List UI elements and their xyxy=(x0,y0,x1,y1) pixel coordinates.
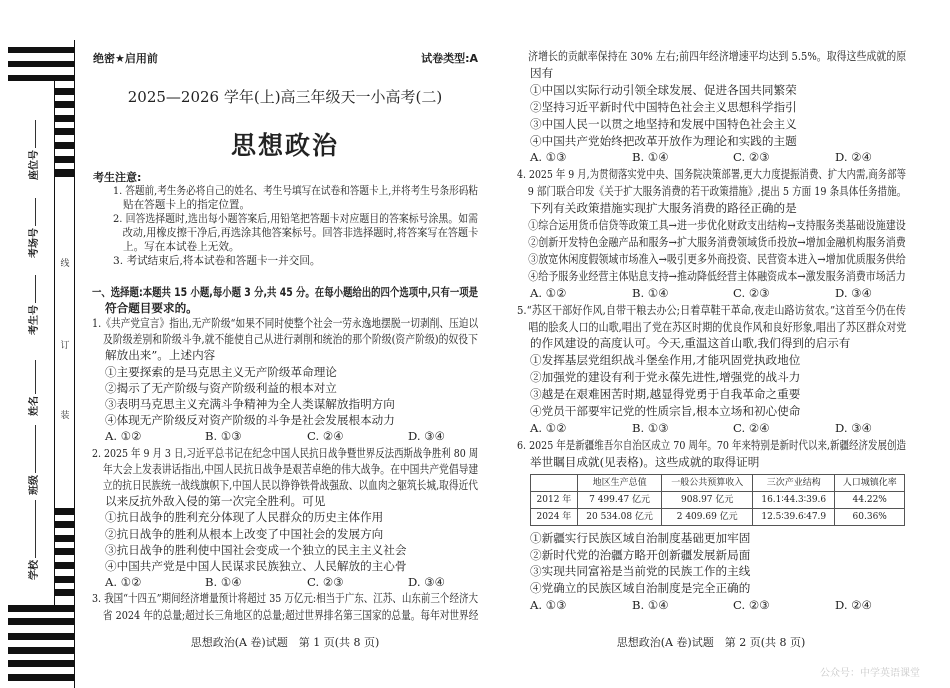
choice-statement: ④体现无产阶级反对资产阶级的斗争是社会发展根本动力 xyxy=(105,413,395,428)
answer-option[interactable]: B. ①④ xyxy=(205,575,242,590)
question-stem-line: 2. 2025 年 9 月 3 日,习近平总书记在纪念中国人民抗日战争暨世界反法西斯战争胜利 80 周 xyxy=(92,445,479,460)
blank-line xyxy=(35,275,36,303)
table-header-cell: 地区生产总值 xyxy=(577,474,661,491)
choice-statement: ①综合运用货币信贷等政策工具→进一步优化财政支出结构→支持服务类基础设施建设 xyxy=(528,218,906,233)
choice-statement: ③抗日战争的胜利使中国社会变成一个独立的民主主义社会 xyxy=(105,542,407,557)
answer-option[interactable]: D. ③④ xyxy=(408,429,446,444)
section-heading-line: 符合题目要求的。 xyxy=(105,301,198,315)
question-item xyxy=(517,437,906,614)
notice-line: 改动,用橡皮擦干净后,再选涂其他答案标号。回答非选择题时,将答案写在答题卡 xyxy=(122,227,479,239)
answer-option[interactable]: A. ①③ xyxy=(530,598,567,613)
answer-option[interactable]: C. ②③ xyxy=(733,285,770,300)
question-stem-line: 1.《共产党宣言》指出,无产阶级“如果不同时使整个社会一劳永逸地摆脱一切剥削、压迫以 xyxy=(92,316,479,330)
notice-line: 上。写在本试卷上无效。 xyxy=(123,241,240,253)
binding-bar xyxy=(55,548,75,555)
subject-title: 思想政治 xyxy=(230,131,339,160)
table-cell: 60.36% xyxy=(835,508,905,525)
answer-option[interactable]: D. ③④ xyxy=(408,575,446,590)
answer-option[interactable]: C. ②③ xyxy=(307,575,344,590)
question-stem-line: 济增长的贡献率保持在 30% 左右;前四年经济增速平均达到 5.5%。取得这些成就的原 xyxy=(528,49,907,63)
answer-option[interactable]: D. ③④ xyxy=(835,285,873,300)
binding-bar xyxy=(8,647,75,654)
notice-line: 3. 考试结束后,将本试卷和答题卡一并交回。 xyxy=(113,255,321,267)
answer-options xyxy=(92,428,478,444)
question-item xyxy=(517,48,906,166)
question-stem-line: 3. 我国“十四五”期间经济增量预计将超过 35 万亿元:相当于广东、江苏、山东前三个经济大 xyxy=(92,591,479,606)
question-item xyxy=(517,302,906,437)
school-label: 学校 xyxy=(29,560,40,580)
answer-option[interactable]: A. ①② xyxy=(105,575,142,590)
choice-statement: ②新时代党的治疆方略开创新疆发展新局面 xyxy=(530,547,751,562)
binding-bar xyxy=(8,75,75,81)
answer-option[interactable]: B. ①④ xyxy=(632,150,669,165)
table-header-cell: 人口城镇化率 xyxy=(835,474,905,491)
notice-heading: 考生注意: xyxy=(93,171,142,184)
question-stem-line: 年大会上发表讲话指出,中国人民抗日战争是艰苦卓绝的伟大战争。在中国共产党倡导建 xyxy=(102,461,479,476)
binding-bar xyxy=(8,633,75,640)
blank-line xyxy=(35,120,36,148)
answer-option[interactable]: D. ③④ xyxy=(835,420,873,435)
blank-line xyxy=(35,425,36,473)
choice-statement: ②坚持习近平新时代中国特色社会主义思想科学指引 xyxy=(530,99,797,114)
exam-room-label: 考场号 xyxy=(29,228,40,258)
question-item xyxy=(517,166,906,301)
binding-bar xyxy=(55,101,75,108)
binding-mark-line: 线 xyxy=(60,259,70,269)
question-stem-line: 下列有关政策措施实现扩大服务消费的路径正确的是 xyxy=(530,201,797,216)
answer-option[interactable]: A. ①② xyxy=(105,429,142,444)
binding-bar xyxy=(8,674,75,681)
answer-options xyxy=(517,420,906,437)
answer-option[interactable]: B. ①③ xyxy=(632,420,669,435)
question-item xyxy=(92,590,478,622)
choice-statement: ②加强党的建设有利于党永葆先进性,增强党的战斗力 xyxy=(530,370,801,385)
binding-bar xyxy=(55,589,75,596)
answer-option[interactable]: B. ①③ xyxy=(205,429,242,444)
table-header-row xyxy=(531,474,905,491)
choice-statement: ④给予服务业经营主体贴息支持→推动降低经营主体融资成本→激发服务消费市场活力 xyxy=(528,268,906,283)
question-stem-line: 4. 2025 年 9 月,为贯彻落实党中央、国务院决策部署,更大力度提振消费、扩大内需,商务部等 xyxy=(517,167,906,182)
choice-statement: ③实现共同富裕是当前党的民族工作的主线 xyxy=(530,564,751,579)
table-cell: 44.22% xyxy=(835,491,905,508)
answer-option[interactable]: A. ①② xyxy=(530,420,567,435)
question-stem-line: 9 部门联合印发《关于扩大服务消费的若干政策措施》,提出 5 方面 19 条具体任务措施。 xyxy=(527,184,907,199)
answer-option[interactable]: A. ①② xyxy=(530,285,567,300)
question-stem-line: 立的抗日民族统一战线旗帜下,中国人民以铮铮铁骨战强敌、以血肉之躯筑长城,取得近代 xyxy=(102,478,478,493)
name-field[interactable] xyxy=(29,360,41,416)
binding-bar xyxy=(55,169,75,176)
choice-statement: ①抗日战争的胜利充分体现了人民群众的历史主体作用 xyxy=(105,510,384,525)
binding-bar xyxy=(8,660,75,667)
question-stem-line: 5.“苏区干部好作风,自带干粮去办公;日着草鞋干革命,夜走山路访贫农。”这首至今仍在传 xyxy=(517,302,906,317)
choice-statement: ①新疆实行民族区域自治制度基础更加牢固 xyxy=(530,530,751,545)
choice-statement: ③中国人民一以贯之地坚持和发展中国特色社会主义 xyxy=(530,116,797,131)
answer-option[interactable]: B. ①④ xyxy=(632,598,669,613)
answer-option[interactable]: C. ②③ xyxy=(733,598,770,613)
table-cell: 7 499.47 亿元 xyxy=(577,491,661,508)
table-row xyxy=(531,491,905,508)
binding-bar xyxy=(55,128,75,135)
right-question-column xyxy=(517,48,906,614)
notice-line: 贴在答题卡上的指定位置。 xyxy=(123,199,251,211)
table-cell: 908.97 亿元 xyxy=(662,491,753,508)
table-cell: 16.1∶44.3∶39.6 xyxy=(753,491,835,508)
notice-list xyxy=(113,184,478,268)
table-header-cell xyxy=(531,474,578,491)
blank-line xyxy=(35,198,36,226)
question-stem-line: 省 2024 年的总量;超过长三角地区的总量;超过世界排名第三国家的总量。每年对世界经 xyxy=(102,607,479,622)
seat-number-label: 座位号 xyxy=(29,150,40,180)
binding-bar xyxy=(8,605,75,612)
answer-option[interactable]: D. ②④ xyxy=(835,598,873,613)
choice-statement: ③表明马克思主义充满斗争精神为全人类谋解放指明方向 xyxy=(105,397,395,412)
binding-bar xyxy=(55,88,75,95)
table-row xyxy=(531,508,905,525)
choice-statement: ②抗日战争的胜利从根本上改变了中国社会的发展方向 xyxy=(105,526,384,541)
choice-statement: ④党员干部要牢记党的性质宗旨,根本立场和初心使命 xyxy=(530,404,801,419)
choice-statement: ③放宽休闲度假领域市场准入→吸引更多外商投资、民营资本进入→增加优质服务供给 xyxy=(528,251,906,266)
choice-statement: ①发挥基层党组织战斗堡垒作用,才能巩固党执政地位 xyxy=(530,353,801,368)
binding-bar xyxy=(55,535,75,542)
table-cell: 20 534.08 亿元 xyxy=(577,508,661,525)
section-heading xyxy=(92,284,478,316)
confidential-label: 绝密★启用前 xyxy=(93,52,158,65)
choice-statement: ③越是在艰难困苦时期,越显得党勇于自我革命之重要 xyxy=(530,387,801,402)
notice-line: 1. 答题前,考生务必将自己的姓名、考生号填写在试卷和答题卡上,并将考生号条形码粘 xyxy=(113,185,478,197)
answer-options xyxy=(517,149,906,166)
blank-line xyxy=(35,500,36,558)
answer-options xyxy=(92,574,478,590)
blank-line xyxy=(35,360,36,394)
exam-room-field[interactable] xyxy=(29,198,41,258)
seat-number-field[interactable] xyxy=(29,120,41,180)
binding-bar xyxy=(55,156,75,163)
question-stem-line: 以来反抗外敌入侵的第一次完全胜利。可见 xyxy=(105,494,326,509)
table-cell: 2024 年 xyxy=(531,508,578,525)
question-stem-line: 的作风建设的高度认可。今天,重温这首山歌,我们得到的启示有 xyxy=(530,336,851,351)
answer-option[interactable]: B. ①④ xyxy=(632,285,669,300)
binding-bar xyxy=(55,521,75,528)
question-stem-line: 解放出来”。上述内容 xyxy=(105,348,216,363)
choice-statement: ①中国以实际行动引领全球发展、促进各国共同繁荣 xyxy=(530,82,797,97)
class-label: 班级 xyxy=(29,475,40,495)
table-cell: 2 409.69 亿元 xyxy=(662,508,753,525)
answer-option[interactable]: C. ②④ xyxy=(733,420,770,435)
exam-title: 2025—2026 学年(上)高三年级天一小高考(二) xyxy=(127,88,443,106)
name-label: 姓名 xyxy=(29,396,40,416)
stats-table xyxy=(530,474,905,526)
binding-bar xyxy=(8,47,75,53)
notice-line: 2. 回答选择题时,选出每小题答案后,用铅笔把答题卡对应题目的答案标号涂黑。如需 xyxy=(113,213,478,225)
question-stem-line: 6. 2025 年是新疆维吾尔自治区成立 70 周年。70 年来特别是新时代以来,新疆经济发展创造 xyxy=(517,437,906,452)
question-stem-line: 及阶级差别和阶级斗争,就不能使自己从进行剥削和统治的那个阶级(资产阶级)的奴役下 xyxy=(103,332,479,347)
question-item xyxy=(92,315,478,445)
choice-statement: ④中国共产党是中国人民谋求民族独立、人民解放的主心骨 xyxy=(105,559,407,574)
page-footer-2: 思想政治(A 卷)试题 第 2 页(共 8 页) xyxy=(616,636,806,649)
answer-options xyxy=(517,597,906,614)
page-footer-1: 思想政治(A 卷)试题 第 1 页(共 8 页) xyxy=(190,636,380,649)
binding-mark-bind: 装 xyxy=(60,411,70,421)
question-stem-line: 唱的脍炙人口的山歌,唱出了党在苏区时期的优良作风和良好形象,唱出了苏区群众对党 xyxy=(528,319,907,334)
choice-statement: ④中国共产党始终把改革开放作为理论和实践的主题 xyxy=(530,133,797,148)
question-item xyxy=(92,445,478,591)
left-question-column xyxy=(92,315,478,623)
candidate-number-label: 考生号 xyxy=(29,305,40,335)
choice-statement: ①主要探索的是马克思主义无产阶级革命理论 xyxy=(105,364,337,379)
binding-bar xyxy=(8,61,75,67)
binding-bar xyxy=(8,618,75,625)
question-stem-line: 举世瞩目成就(见表格)。这些成就的取得证明 xyxy=(530,454,760,469)
choice-statement: ②创新开发特色金融产品和服务→扩大服务消费领域货币投放→增加金融机构服务消费 xyxy=(528,234,906,249)
binding-mark-staple: 订 xyxy=(60,341,70,351)
binding-bar xyxy=(55,562,75,569)
binding-bar xyxy=(55,576,75,583)
watermark: 公众号：中学英语课堂 xyxy=(820,668,920,679)
paper-type-label: 试卷类型:A xyxy=(421,52,478,65)
answer-option[interactable]: C. ②④ xyxy=(307,429,344,444)
table-header-cell: 一般公共预算收入 xyxy=(662,474,753,491)
binding-bar xyxy=(55,115,75,122)
binding-bar xyxy=(55,142,75,149)
school-field[interactable] xyxy=(29,500,41,580)
answer-option[interactable]: A. ①③ xyxy=(530,150,567,165)
choice-statement: ④党确立的民族区域自治制度是完全正确的 xyxy=(530,581,751,596)
candidate-number-field[interactable] xyxy=(29,275,41,335)
table-cell: 12.5∶39.6∶47.9 xyxy=(753,508,835,525)
class-field[interactable] xyxy=(29,425,41,495)
question-stem-line: 因有 xyxy=(530,65,554,80)
choice-statement: ②揭示了无产阶级与资产阶级利益的根本对立 xyxy=(105,380,337,395)
table-header-cell: 三次产业结构 xyxy=(753,474,835,491)
answer-options xyxy=(517,285,906,302)
table-cell: 2012 年 xyxy=(531,491,578,508)
section-heading-line: 一、选择题:本题共 15 小题,每小题 3 分,共 45 分。在每小题给出的四个选项中,只有一项是 xyxy=(92,285,478,299)
answer-option[interactable]: C. ②③ xyxy=(733,150,770,165)
answer-option[interactable]: D. ②④ xyxy=(835,150,873,165)
